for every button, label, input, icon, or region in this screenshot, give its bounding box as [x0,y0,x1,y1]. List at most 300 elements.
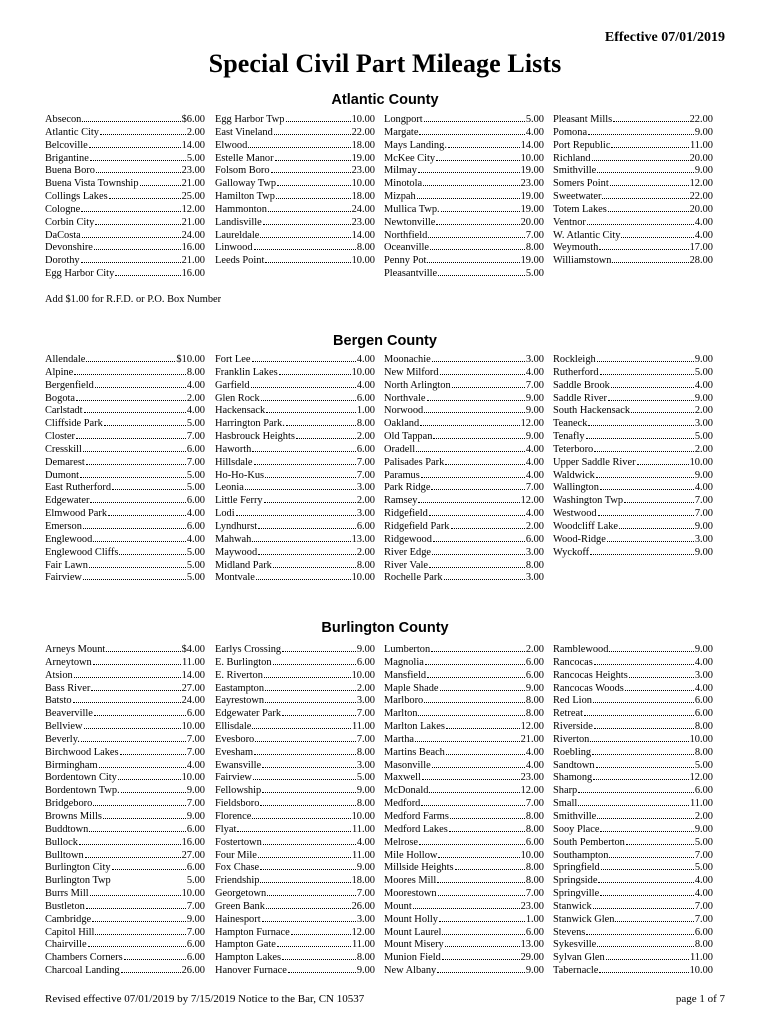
municipality-name: Newtonville [384,216,436,228]
list-item [553,230,713,243]
list-item [215,914,375,927]
dot-leader [600,830,693,832]
dot-leader [625,689,694,691]
municipality-name: Evesham [215,746,254,758]
list-item [45,708,205,721]
dot-leader [611,146,689,148]
municipality-name: Closter [45,431,76,443]
mileage-value: 8.00 [525,862,544,874]
dot-leader [277,945,351,947]
list-item [45,217,205,230]
mileage-value: 9.00 [694,546,713,558]
list-item [553,824,713,837]
mileage-value: $4.00 [181,644,205,655]
list-item [553,217,713,230]
municipality-name: Chairville [45,939,87,951]
mileage-value: 3.00 [356,508,375,520]
list-item [45,927,205,940]
mileage-value: 16.00 [181,242,205,254]
list-item [45,127,205,140]
mileage-value: 9.00 [694,126,713,138]
dot-leader [598,514,694,516]
list-item [215,457,375,470]
mileage-value: 10.00 [181,721,205,733]
municipality-name: Retreat [553,708,583,720]
list-item [553,657,713,670]
mileage-value: 14.00 [181,669,205,681]
dot-leader [433,437,524,439]
list-item [45,901,205,914]
list-item [45,875,205,888]
dot-leader [252,360,356,362]
municipality-name: Sweetwater [553,191,602,203]
list-item [215,127,375,140]
list-item [553,772,713,785]
dot-leader [597,171,694,173]
mileage-value: 9.00 [525,682,544,694]
mileage-value: 7.00 [186,456,205,468]
list-item [553,354,713,367]
list-item [553,747,713,760]
mileage-value: 3.00 [694,669,713,681]
municipality-name: Sandtown [553,759,595,771]
dot-leader [89,566,186,568]
municipality-name: Cologne [45,203,81,215]
municipality-name: Mansfield [384,669,427,681]
list-item [215,114,375,127]
list-item [384,708,544,721]
dot-leader [255,740,356,742]
mileage-value: 22.00 [689,114,713,125]
list-item [553,708,713,721]
dot-leader [631,411,694,413]
dot-leader [118,778,181,780]
list-item [45,140,205,153]
dot-leader [95,933,185,935]
dot-leader [74,676,181,678]
mileage-value: 16.00 [181,836,205,848]
dot-leader [248,146,350,148]
municipality-name: Marlton Lakes [384,721,445,733]
dot-leader [418,714,524,716]
mileage-value: 23.00 [520,900,544,912]
municipality-name: Midland Park [215,559,272,571]
mileage-value: 5.00 [694,862,713,874]
dot-leader [84,727,181,729]
mileage-value: 13.00 [520,939,544,951]
dot-leader [450,817,525,819]
mileage-value: 8.00 [525,708,544,720]
municipality-name: Demarest [45,456,85,468]
municipality-name: Fairview [45,572,82,584]
municipality-name: Leonia [215,482,244,494]
list-item [215,772,375,785]
list-item [553,734,713,747]
mileage-value: 9.00 [694,644,713,655]
mileage-value: 6.00 [525,836,544,848]
dot-leader [82,120,180,122]
municipality-name: Atsion [45,669,73,681]
municipality-name: Hillsdale [215,456,253,468]
list-item [45,495,205,508]
municipality-name: Friendship [215,875,260,887]
list-item [215,153,375,166]
dot-leader [93,804,185,806]
municipality-name: Ellisdale [215,721,252,733]
dot-leader [446,753,525,755]
municipality-name: McDonald [384,785,429,797]
mileage-value: 10.00 [181,888,205,900]
municipality-name: Batsto [45,695,72,707]
municipality-name: Hamilton Twp [215,191,275,203]
dot-leader [449,830,525,832]
list-column [384,354,544,585]
municipality-name: Roebling [553,746,592,758]
municipality-name: Ramblewood [553,644,609,655]
municipality-name: Little Ferry [215,495,263,507]
municipality-name: Fostertown [215,836,262,848]
municipality-name: Four Mile [215,849,257,861]
list-item [553,153,713,166]
municipality-name: Leeds Point [215,255,265,267]
municipality-name: Teterboro [553,443,594,455]
mileage-value: 8.00 [356,418,375,430]
mileage-value: 7.00 [186,431,205,443]
list-item [215,862,375,875]
list-item [45,670,205,683]
mileage-value: 4.00 [525,469,544,481]
list-item [215,695,375,708]
dot-leader [275,159,351,161]
mileage-value: 11.00 [352,721,375,733]
dot-leader [619,527,694,529]
dot-leader [93,540,185,542]
list-item [553,888,713,901]
list-item [45,431,205,444]
mileage-value: $6.00 [181,114,205,125]
municipality-name: Margate [384,126,419,138]
list-item [384,914,544,927]
list-item [553,862,713,875]
mileage-value: 4.00 [525,746,544,758]
municipality-name: Ventnor [553,216,586,228]
list-item [45,114,205,127]
mileage-value: 1.00 [525,913,544,925]
municipality-name: Evesboro [215,733,255,745]
mileage-value: 9.00 [694,392,713,404]
mileage-value: 21.00 [181,216,205,228]
municipality-name: Hampton Gate [215,939,276,951]
municipality-name: North Arlington [384,379,451,391]
list-item [384,444,544,457]
mileage-value: 28.00 [689,255,713,267]
dot-leader [586,933,693,935]
dot-leader [83,527,186,529]
mileage-value: 14.00 [351,229,375,241]
list-item [384,242,544,255]
municipality-name: Mile Hollow [384,849,438,861]
mileage-value: 9.00 [186,810,205,822]
municipality-name: Rancocas [553,656,593,668]
municipality-name: Tabernacle [553,965,599,977]
dot-leader [260,881,350,883]
dot-leader [83,578,186,580]
municipality-name: Stanwick [553,900,592,912]
mileage-value: 6.00 [186,708,205,720]
dot-leader [260,804,355,806]
list-item [384,734,544,747]
dot-leader [85,856,181,858]
dot-leader [296,437,356,439]
mileage-value: 9.00 [356,965,375,977]
mileage-value: 9.00 [525,965,544,977]
municipality-name: Maple Shade [384,682,439,694]
municipality-name: Florence [215,810,252,822]
dot-leader [94,248,181,250]
dot-leader [437,971,525,973]
mileage-value: 6.00 [186,520,205,532]
municipality-name: Allendale [45,354,86,365]
dot-leader [236,514,356,516]
list-item [553,127,713,140]
municipality-name: Maywood [215,546,258,558]
municipality-name: Totem Lakes [553,203,607,215]
mileage-value: 7.00 [356,708,375,720]
mileage-value: 4.00 [694,216,713,228]
municipality-name: Mizpah [384,191,416,203]
list-item [384,683,544,696]
mileage-value: 26.00 [181,965,205,977]
dot-leader [432,553,525,555]
municipality-name: Bullock [45,836,78,848]
municipality-name: Birmingham [45,759,98,771]
mileage-value: 4.00 [525,443,544,455]
dot-leader [95,386,186,388]
mileage-value: 12.00 [520,721,544,733]
dot-leader [254,753,356,755]
municipality-name: Springside [553,875,598,887]
dot-leader [253,778,356,780]
mileage-value: 6.00 [694,708,713,720]
dot-leader [599,971,688,973]
mileage-value: 23.00 [520,772,544,784]
mileage-value: 3.00 [525,546,544,558]
municipality-name: Ridgefield Park [384,520,450,532]
municipality-name: Medford Lakes [384,823,448,835]
mileage-value: 5.00 [356,772,375,784]
dot-leader [252,450,355,452]
list-item [215,217,375,230]
dot-leader [262,791,356,793]
municipality-name: Oceanville [384,242,430,254]
list-item [384,482,544,495]
dot-leader [265,261,350,263]
list-item [215,888,375,901]
list-item [215,230,375,243]
dot-leader [442,958,520,960]
mileage-value: 5.00 [186,546,205,558]
list-item [45,734,205,747]
mileage-value: 23.00 [181,165,205,177]
list-item [384,354,544,367]
municipality-name: Port Republic [553,139,611,151]
municipality-name: Williamstown [553,255,612,267]
list-column [384,114,544,281]
mileage-value: 8.00 [694,939,713,951]
dot-leader [421,476,525,478]
dot-leader [448,146,520,148]
mileage-value: 4.00 [356,354,375,365]
mileage-value: 7.00 [186,798,205,810]
list-item [553,952,713,965]
mileage-value: 10.00 [351,366,375,378]
municipality-name: Bordentown City [45,772,117,784]
dot-leader [608,399,694,401]
mileage-value: 9.00 [694,354,713,365]
dot-leader [91,689,180,691]
list-item [45,230,205,243]
list-item [215,811,375,824]
municipality-name: DaCosta [45,229,81,241]
municipality-name: Paramus [384,469,420,481]
municipality-name: Burlington City [45,862,111,874]
municipality-name: Longport [384,114,423,125]
mileage-value: 7.00 [694,508,713,520]
list-item [215,495,375,508]
mileage-value: 4.00 [694,656,713,668]
municipality-name: Melrose [384,836,419,848]
list-item [215,367,375,380]
list-item [384,811,544,824]
municipality-name: Bordentown Twp. [45,785,120,797]
dot-leader [441,210,520,212]
revision-note: Revised effective 07/01/2019 by 7/15/2019 Notice to the Bar, CN 10537 [45,993,365,1005]
list-item [553,508,713,521]
mileage-value: 11.00 [690,798,713,810]
municipality-name: Rancocas Woods [553,682,624,694]
dot-leader [124,958,186,960]
dot-leader [438,856,519,858]
mileage-value: 4.00 [694,888,713,900]
mileage-value: 4.00 [694,875,713,887]
mileage-value: 10.00 [351,114,375,125]
list-item [553,837,713,850]
list-column [553,114,713,268]
municipality-name: Burrs Mill [45,888,89,900]
mileage-value: 7.00 [525,888,544,900]
municipality-name: Egg Harbor Twp [215,114,285,125]
municipality-name: Lumberton [384,644,431,655]
municipality-name: Brigantine [45,152,89,164]
mileage-value: 7.00 [694,849,713,861]
list-item [553,140,713,153]
dot-leader [263,843,356,845]
municipality-name: Moorestown [384,888,437,900]
municipality-name: Linwood [215,242,253,254]
dot-leader [600,894,694,896]
mileage-value: 10.00 [351,572,375,584]
municipality-name: Medford Farms [384,810,449,822]
list-item [45,380,205,393]
dot-leader [258,856,351,858]
list-item [45,572,205,585]
municipality-name: Ridgefield [384,508,428,520]
dot-leader [439,920,525,922]
list-item [384,901,544,914]
municipality-name: Minotola [384,178,423,190]
municipality-name: Harrington Park. [215,418,285,430]
dot-leader [115,274,180,276]
dot-leader [596,476,694,478]
municipality-name: Smithville [553,165,597,177]
dot-leader [245,488,356,490]
municipality-name: Mount Holly [384,913,438,925]
mileage-value: 20.00 [689,203,713,215]
mileage-value: 5.00 [186,875,205,887]
list-item [384,760,544,773]
mileage-value: 7.00 [525,379,544,391]
list-item [553,242,713,255]
dot-leader [282,714,356,716]
list-item [384,721,544,734]
mileage-value: 1.00 [356,405,375,417]
municipality-name: Haworth [215,443,252,455]
municipality-name: E. Burlington [215,656,272,668]
list-item [384,204,544,217]
dot-leader [282,650,356,652]
dot-leader [424,701,525,703]
list-item [215,683,375,696]
list-item [45,204,205,217]
municipality-name: Bustleton [45,900,85,912]
dot-leader [584,714,694,716]
list-column [384,644,544,978]
municipality-name: Bulltown [45,849,84,861]
municipality-name: Waldwick [553,469,595,481]
dot-leader [121,791,186,793]
list-item [45,965,205,978]
dot-leader [578,791,694,793]
dot-leader [263,223,351,225]
mileage-value: 7.00 [525,798,544,810]
list-item [215,242,375,255]
mileage-value: 5.00 [186,152,205,164]
mileage-value: 7.00 [525,229,544,241]
municipality-name: Norwood [384,405,424,417]
dot-leader [265,689,356,691]
list-item [215,875,375,888]
municipality-name: Hampton Lakes [215,952,282,964]
dot-leader [609,856,693,858]
mileage-value: 10.00 [351,810,375,822]
list-item [215,721,375,734]
list-item [215,521,375,534]
municipality-name: Magnolia [384,656,424,668]
dot-leader [82,236,181,238]
dot-leader [271,171,351,173]
municipality-name: Riverside [553,721,593,733]
dot-leader [81,740,186,742]
list-item [384,268,544,281]
mileage-value: 21.00 [520,733,544,745]
municipality-name: Richland [553,152,591,164]
municipality-name: Mullica Twp. [384,203,440,215]
dot-leader [109,197,181,199]
dot-leader [252,817,350,819]
list-item [384,572,544,585]
list-item [553,470,713,483]
list-item [384,695,544,708]
